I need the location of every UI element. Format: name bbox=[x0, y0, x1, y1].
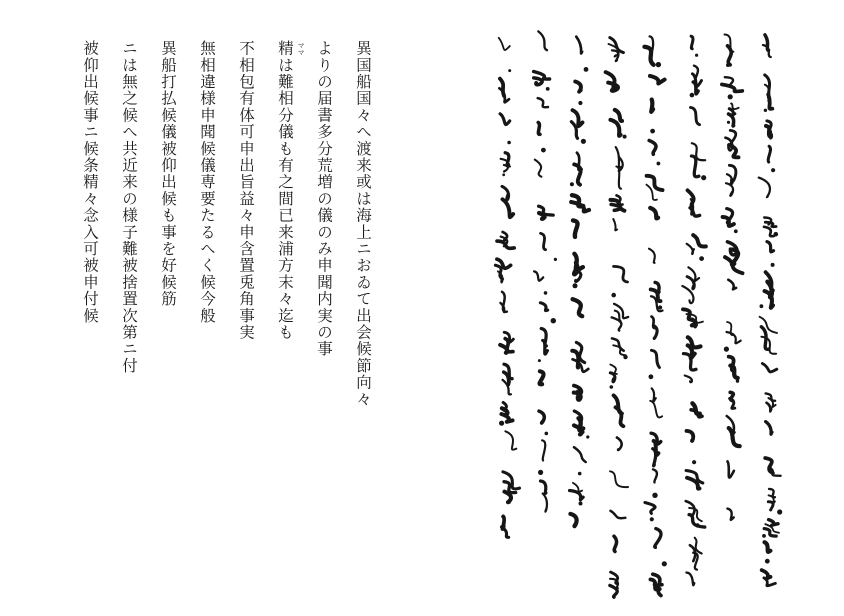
transcription-line-3: 精は難相分儀も有之間已来浦方末々迄も bbox=[276, 40, 294, 341]
brush-stroke bbox=[535, 160, 542, 177]
ink-dot bbox=[581, 139, 586, 144]
brush-stroke bbox=[729, 114, 734, 126]
brush-stroke bbox=[653, 449, 656, 466]
ink-dot bbox=[502, 173, 505, 176]
brush-stroke bbox=[574, 447, 586, 462]
brush-stroke bbox=[500, 345, 507, 353]
manuscript-column-4 bbox=[645, 36, 667, 595]
ink-dot bbox=[579, 502, 583, 506]
transcription-line-7: ニは無之候へ共近来の様子難被捨置次第ニ付 bbox=[120, 40, 138, 374]
ink-dot bbox=[694, 325, 697, 328]
manuscript-image bbox=[470, 0, 844, 616]
brush-stroke bbox=[543, 494, 547, 512]
brush-stroke bbox=[574, 393, 581, 400]
ink-dot bbox=[701, 175, 706, 180]
brush-stroke bbox=[614, 536, 617, 551]
brush-stroke bbox=[687, 244, 694, 254]
brush-stroke bbox=[651, 100, 653, 112]
ink-dot bbox=[692, 460, 696, 464]
brush-stroke bbox=[768, 95, 772, 109]
brush-stroke bbox=[727, 509, 733, 520]
ink-dot bbox=[538, 359, 541, 362]
ink-dot bbox=[650, 129, 655, 134]
transcription-line-1: 異国船国々へ渡来或は海上ニおゐて出会候節向々 bbox=[354, 40, 372, 408]
ink-dot bbox=[623, 355, 627, 359]
brush-stroke bbox=[767, 242, 774, 252]
ink-dot bbox=[695, 523, 699, 527]
ink-dot bbox=[699, 256, 704, 261]
brush-stroke bbox=[541, 481, 546, 493]
brush-stroke bbox=[611, 120, 621, 136]
brush-stroke bbox=[687, 277, 694, 289]
brush-stroke bbox=[501, 414, 512, 422]
brush-stroke bbox=[574, 164, 581, 184]
cursive-manuscript-svg bbox=[470, 0, 844, 616]
transcription-line-5: 無相違様申聞候儀専要たるへく候今般 bbox=[198, 40, 216, 324]
ink-dot bbox=[658, 305, 662, 309]
brush-stroke bbox=[502, 527, 509, 537]
ink-dot bbox=[656, 62, 661, 67]
ink-dot bbox=[690, 93, 695, 98]
brush-stroke bbox=[655, 529, 661, 548]
brush-stroke bbox=[541, 233, 546, 249]
brush-stroke bbox=[723, 217, 734, 226]
ink-dot bbox=[726, 63, 730, 67]
brush-stroke bbox=[687, 573, 695, 586]
ink-dot bbox=[652, 493, 657, 498]
brush-stroke bbox=[691, 107, 700, 124]
brush-stroke bbox=[538, 122, 540, 134]
brush-stroke bbox=[610, 471, 628, 487]
ink-dot bbox=[736, 379, 739, 382]
brush-stroke bbox=[540, 303, 547, 311]
ink-dot bbox=[771, 168, 775, 172]
ink-dot bbox=[724, 347, 729, 352]
brush-stroke bbox=[687, 431, 694, 441]
brush-stroke bbox=[762, 364, 776, 372]
brush-stroke bbox=[759, 178, 770, 198]
manuscript-column-5 bbox=[606, 38, 629, 598]
ink-dot bbox=[541, 148, 546, 153]
ink-dot bbox=[499, 421, 504, 426]
brush-stroke bbox=[728, 46, 732, 65]
brush-stroke bbox=[505, 492, 512, 503]
manuscript-column-7 bbox=[534, 31, 557, 511]
brush-stroke bbox=[617, 438, 622, 450]
ink-dot bbox=[610, 385, 614, 389]
ink-dot bbox=[734, 229, 738, 233]
brush-stroke bbox=[539, 213, 544, 219]
brush-stroke bbox=[728, 280, 736, 290]
brush-stroke bbox=[542, 440, 545, 460]
brush-stroke bbox=[652, 350, 660, 367]
manuscript-column-2 bbox=[722, 35, 743, 520]
brush-stroke bbox=[685, 376, 692, 383]
brush-stroke bbox=[611, 511, 626, 518]
typeset-transcription bbox=[76, 40, 376, 408]
brush-stroke bbox=[650, 76, 665, 84]
brush-stroke bbox=[505, 431, 516, 449]
brush-stroke bbox=[616, 407, 624, 426]
brush-stroke bbox=[649, 141, 656, 155]
transcription-line-2: よりの届書多分荒増の儀のみ申聞内実の事 bbox=[315, 40, 333, 358]
ink-dot bbox=[662, 561, 667, 566]
brush-stroke bbox=[693, 235, 706, 246]
brush-stroke bbox=[570, 514, 576, 526]
brush-stroke bbox=[760, 317, 777, 333]
ink-dot bbox=[570, 182, 574, 186]
ink-dot bbox=[578, 101, 582, 105]
ink-dot bbox=[771, 263, 775, 267]
ink-dot bbox=[551, 318, 556, 323]
brush-stroke bbox=[573, 299, 583, 316]
ink-dot bbox=[764, 109, 767, 112]
brush-stroke bbox=[768, 502, 773, 510]
brush-stroke bbox=[538, 98, 548, 107]
brush-stroke bbox=[691, 36, 693, 49]
brush-stroke bbox=[650, 208, 658, 218]
brush-stroke bbox=[614, 266, 628, 282]
brush-stroke bbox=[645, 503, 655, 514]
ink-dot bbox=[762, 534, 766, 538]
brush-stroke bbox=[534, 78, 542, 85]
ink-dot bbox=[650, 517, 654, 521]
ink-dot bbox=[649, 374, 654, 379]
ink-dot bbox=[774, 232, 779, 237]
brush-stroke bbox=[765, 222, 776, 226]
mama-annotation: ママ bbox=[297, 42, 305, 56]
transcription-line-4: 不相包有体可申出旨益々申含置兎角事実 bbox=[237, 40, 255, 341]
transcription-line-6: 異船打払候儀被仰出候も事を好候筋 bbox=[159, 40, 177, 308]
ink-dot bbox=[611, 293, 616, 298]
brush-stroke bbox=[731, 104, 739, 110]
brush-stroke bbox=[504, 165, 508, 172]
ink-dot bbox=[545, 432, 549, 436]
brush-stroke bbox=[610, 585, 617, 597]
brush-stroke bbox=[653, 469, 657, 482]
brush-stroke bbox=[611, 204, 621, 210]
ink-dot bbox=[508, 69, 511, 72]
ink-dot bbox=[586, 435, 589, 438]
brush-stroke bbox=[689, 319, 696, 325]
brush-stroke bbox=[767, 403, 772, 412]
brush-stroke bbox=[610, 373, 615, 382]
brush-stroke bbox=[534, 271, 543, 280]
manuscript-column-6 bbox=[570, 37, 590, 527]
brush-stroke bbox=[652, 388, 656, 402]
ink-dot bbox=[507, 141, 511, 145]
manuscript-column-8 bbox=[495, 38, 519, 538]
brush-stroke bbox=[499, 38, 510, 50]
ink-dot bbox=[765, 559, 770, 564]
manuscript-column-1 bbox=[759, 35, 783, 586]
brush-stroke bbox=[728, 461, 734, 477]
brush-stroke bbox=[576, 37, 582, 54]
brush-stroke bbox=[650, 401, 662, 418]
transcription-line-8: 被仰出候事ニ候条精々念入可被申付候 bbox=[81, 40, 99, 324]
brush-stroke bbox=[722, 84, 742, 91]
brush-stroke bbox=[539, 411, 544, 423]
brush-stroke bbox=[615, 110, 622, 121]
ink-dot bbox=[546, 87, 550, 91]
brush-stroke bbox=[613, 219, 617, 230]
brush-stroke bbox=[730, 399, 735, 409]
brush-stroke bbox=[573, 220, 578, 237]
brush-stroke bbox=[503, 199, 514, 217]
ink-dot bbox=[760, 304, 764, 308]
brush-stroke bbox=[654, 326, 658, 339]
ink-dot bbox=[573, 283, 578, 288]
ink-dot bbox=[584, 67, 589, 72]
ink-dot bbox=[695, 54, 698, 57]
brush-stroke bbox=[769, 520, 778, 526]
brush-stroke bbox=[727, 332, 741, 343]
brush-stroke bbox=[764, 227, 774, 236]
brush-stroke bbox=[766, 422, 772, 435]
brush-stroke bbox=[649, 249, 655, 263]
brush-stroke bbox=[765, 291, 773, 308]
brush-stroke bbox=[645, 47, 654, 65]
ink-dot bbox=[777, 509, 782, 514]
manuscript-column-3 bbox=[682, 36, 706, 585]
ink-dot bbox=[578, 472, 582, 476]
brush-stroke bbox=[500, 114, 510, 125]
brush-stroke bbox=[575, 82, 581, 92]
ink-dot bbox=[554, 258, 557, 261]
ink-dot bbox=[623, 135, 627, 139]
brush-stroke bbox=[538, 31, 547, 50]
brush-stroke bbox=[576, 272, 581, 282]
brush-stroke bbox=[765, 542, 771, 552]
brush-stroke bbox=[497, 241, 514, 248]
brush-stroke bbox=[540, 371, 544, 384]
ink-dot bbox=[727, 121, 730, 124]
brush-stroke bbox=[726, 183, 733, 196]
ink-dot bbox=[538, 470, 543, 475]
brush-stroke bbox=[768, 146, 770, 162]
ink-dot bbox=[728, 94, 733, 99]
ink-dot bbox=[544, 291, 548, 295]
ink-dot bbox=[657, 162, 661, 166]
brush-stroke bbox=[571, 202, 589, 211]
